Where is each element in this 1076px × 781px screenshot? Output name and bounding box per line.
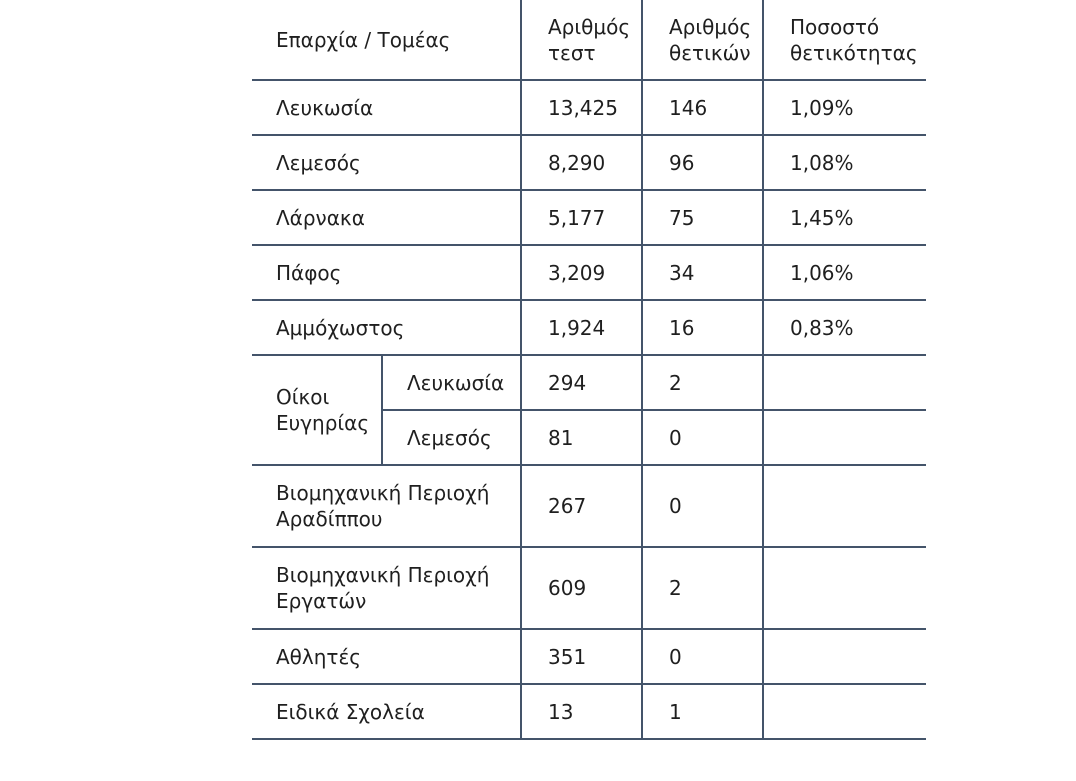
row-label: Ειδικά Σχολεία	[252, 684, 521, 739]
table-row	[252, 245, 926, 300]
row-rate	[763, 355, 926, 410]
row-tests: 81	[521, 410, 642, 465]
row-label: Λάρνακα	[252, 190, 521, 245]
header-rate: Ποσοστό θετικότητας	[763, 0, 926, 80]
row-rate	[763, 410, 926, 465]
row-rate	[763, 684, 926, 739]
row-tests: 294	[521, 355, 642, 410]
subrow-label: Λεμεσός	[382, 410, 521, 465]
row-label: Πάφος	[252, 245, 521, 300]
row-rate	[763, 629, 926, 684]
row-tests: 5,177	[521, 190, 642, 245]
row-positives: 2	[642, 355, 763, 410]
row-tests: 13	[521, 684, 642, 739]
row-tests: 1,924	[521, 300, 642, 355]
row-label: Αθλητές	[252, 629, 521, 684]
row-tests: 267	[521, 465, 642, 547]
row-positives: 1	[642, 684, 763, 739]
header-region: Επαρχία / Τομέας	[252, 0, 521, 80]
row-label: Λεμεσός	[252, 135, 521, 190]
row-label: Αμμόχωστος	[252, 300, 521, 355]
row-rate	[763, 547, 926, 629]
table-row	[252, 300, 926, 355]
row-tests: 3,209	[521, 245, 642, 300]
table-row	[252, 684, 926, 739]
table-row	[252, 80, 926, 135]
row-rate: 0,83%	[763, 300, 926, 355]
row-rate: 1,45%	[763, 190, 926, 245]
group-label: Οίκοι Ευγηρίας	[252, 355, 382, 465]
row-positives: 146	[642, 80, 763, 135]
row-rate: 1,08%	[763, 135, 926, 190]
row-label: Βιομηχανική Περιοχή Εργατών	[252, 547, 521, 629]
row-positives: 96	[642, 135, 763, 190]
row-positives: 2	[642, 547, 763, 629]
header-row	[252, 0, 926, 80]
row-positives: 75	[642, 190, 763, 245]
row-positives: 16	[642, 300, 763, 355]
row-positives: 34	[642, 245, 763, 300]
table-row	[252, 547, 926, 629]
row-rate: 1,06%	[763, 245, 926, 300]
row-tests: 13,425	[521, 80, 642, 135]
header-positives: Αριθμός θετικών	[642, 0, 763, 80]
row-rate: 1,09%	[763, 80, 926, 135]
header-tests: Αριθμός τεστ	[521, 0, 642, 80]
row-positives: 0	[642, 629, 763, 684]
subrow-label: Λευκωσία	[382, 355, 521, 410]
row-rate	[763, 465, 926, 547]
row-positives: 0	[642, 410, 763, 465]
row-tests: 8,290	[521, 135, 642, 190]
row-positives: 0	[642, 465, 763, 547]
row-label: Βιομηχανική Περιοχή Αραδίππου	[252, 465, 521, 547]
table-row	[252, 629, 926, 684]
row-tests: 351	[521, 629, 642, 684]
testing-results-table	[252, 0, 926, 740]
row-label: Λευκωσία	[252, 80, 521, 135]
table-row	[252, 135, 926, 190]
table-row	[252, 190, 926, 245]
row-tests: 609	[521, 547, 642, 629]
table-row	[252, 465, 926, 547]
table-row	[252, 355, 926, 410]
